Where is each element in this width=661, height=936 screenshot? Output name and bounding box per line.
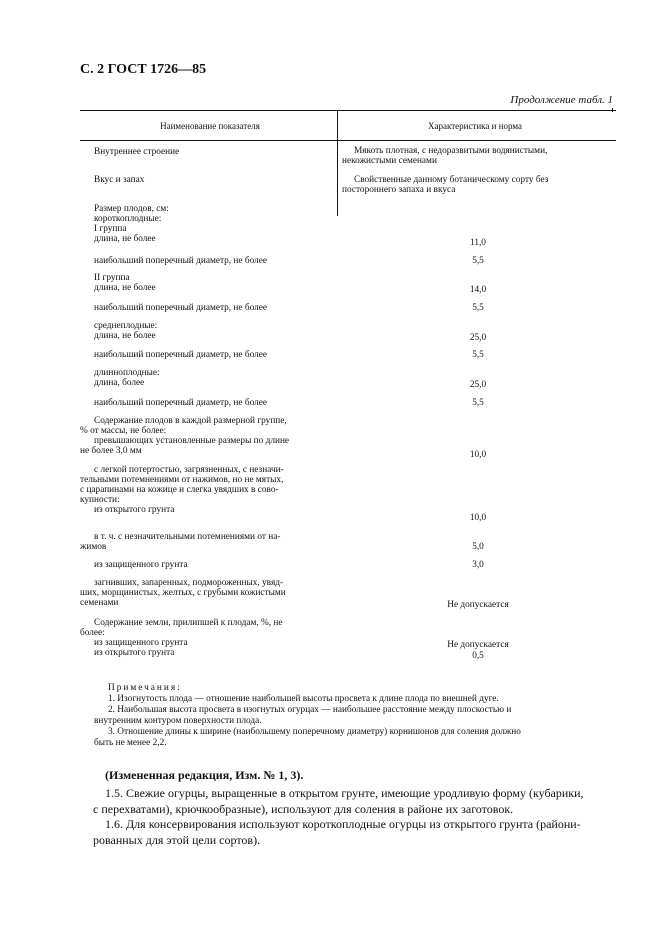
- page-header: С. 2 ГОСТ 1726—85: [80, 62, 207, 77]
- table-continuation-caption: Продолжение табл. 1: [510, 94, 613, 106]
- row-value-inner-structure: Мякоть плотная, с недоразвитыми водянистыми, некожистыми семенами: [342, 146, 548, 166]
- value-including-darkening: 5,0: [472, 542, 484, 552]
- value-long-diameter: 5,5: [472, 398, 484, 408]
- row-label-soil: Содержание земли, прилипшей к плодам, %, не более: из защищенного грунта из открытого грунта: [80, 618, 283, 658]
- value-medium-length: 25,0: [469, 333, 487, 343]
- paragraph-1-6: 1.6. Для консервирования используют короткоплодные огурцы из открытого грунта (райони- рованных для этой цели сортов).: [93, 817, 581, 847]
- table-column-divider-body: [337, 140, 338, 216]
- paragraph-1-5: 1.5. Свежие огурцы, выращенные в открытом грунте, имеющие уродливую форму (кубарики, с перехватами), крючкообразные), используют для соления в районе их заготовок.: [93, 786, 584, 816]
- row-label-short-g1-diameter: наибольший поперечный диаметр, не более: [94, 256, 267, 266]
- value-long-length: 25,0: [469, 380, 487, 390]
- value-soil-open: 0,5: [472, 651, 484, 661]
- note-2: 2. Наибольшая высота просвета в изогнутых огурцах — наибольшее расстояние между плоскостью и: [108, 705, 512, 715]
- value-short-g2-length: 14,0: [469, 285, 487, 295]
- row-label-long-diameter: наибольший поперечный диаметр, не более: [94, 398, 267, 408]
- value-short-g1-diameter: 5,5: [472, 256, 484, 266]
- amendment-note: (Измененная редакция, Изм. № 1, 3).: [105, 768, 304, 782]
- row-label-medium-length: среднеплодные: длина, не более: [94, 321, 158, 341]
- row-label-long-length: длинноплодные: длина, более: [94, 368, 160, 388]
- row-label-light-damage: с легкой потертостью, загрязненных, с незначи- тельными потемнениями от нажимов, но не мятых, с царапинами на кожице и слегка увядших в сово- купности: из открытого грунта: [80, 465, 284, 515]
- column-header-value: Характеристика и норма: [427, 121, 523, 131]
- value-soil-protected: Не допускается: [447, 640, 509, 650]
- row-value-taste-smell: Свойственные данному ботаническому сорту без постороннего запаха и вкуса: [342, 175, 549, 195]
- value-short-g1-length: 11,0: [470, 238, 486, 248]
- row-label-fruit-size: Размер плодов, см: короткоплодные: I группа длина, не более: [94, 204, 169, 244]
- table-right-tick: [612, 108, 613, 112]
- value-rotten: Не допускается: [447, 600, 509, 610]
- value-content-exceeding: 10,0: [469, 450, 487, 460]
- notes-title: Примечания:: [108, 683, 182, 693]
- row-label-including-darkening: в т. ч. с незначительными потемнениями от на- жимов: [80, 532, 281, 552]
- row-label-inner-structure: Внутреннее строение: [94, 147, 180, 157]
- row-label-medium-diameter: наибольший поперечный диаметр, не более: [94, 350, 267, 360]
- table-top-rule: [80, 110, 616, 111]
- value-short-g2-diameter: 5,5: [472, 303, 484, 313]
- row-label-content-exceeding: Содержание плодов в каждой размерной группе, % от массы, не более: превышающих установленные размеры по длине не более 3,0 мм: [80, 416, 290, 456]
- note-1: 1. Изогнутость плода — отношение наибольшей высоты просвета к длине плода по внешней дуге.: [108, 694, 499, 704]
- note-3: 3. Отношение длины к ширине (наибольшему поперечному диаметру) корнишонов для соления должно: [108, 727, 521, 737]
- row-label-light-damage-protected: из защищенного грунта: [94, 560, 188, 570]
- row-label-short-g2-length: II группа длина, не более: [94, 273, 156, 293]
- row-label-taste-smell: Вкус и запах: [94, 175, 145, 185]
- table-header-rule: [80, 140, 616, 141]
- row-label-rotten: загнивших, запаренных, подмороженных, увяд- ших, морщинистых, желтых, с грубыми кожистыми семенами: [80, 578, 286, 608]
- column-header-name: Наименование показателя: [160, 121, 260, 131]
- row-label-short-g2-diameter: наибольший поперечный диаметр, не более: [94, 303, 267, 313]
- table-notes: Примечания: 1. Изогнутость плода — отношение наибольшей высоты просвета к длине плода по внешней дуге. 2. Наибольшая высота просвета в изогнутых огурцах — наибольшее расстояние между плоскостью и внутренним контуром поверхности плода. 3. Отношение длины к ширине (наибольшему поперечному диаметру) корнишонов для соления должно быть не менее 2,2.: [108, 683, 628, 749]
- value-light-damage-protected: 3,0: [472, 560, 484, 570]
- value-light-damage-open: 10,0: [469, 513, 487, 523]
- value-medium-diameter: 5,5: [472, 350, 484, 360]
